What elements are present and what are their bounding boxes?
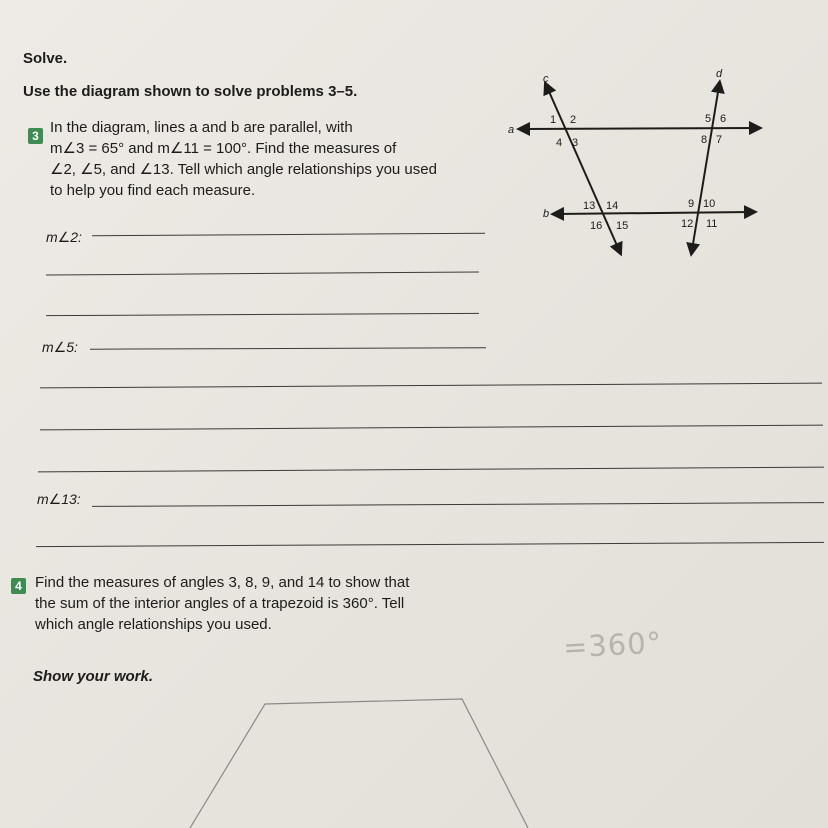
problem-4-line-2: the sum of the interior angles of a trapezoid is 360°. Tell [35, 595, 405, 612]
angle-label-4: 4 [556, 137, 563, 149]
line-label-a: a [508, 124, 515, 136]
angle-label-16: 16 [590, 220, 603, 232]
problem-4-number: 4 [11, 578, 26, 594]
angle-label-9: 9 [688, 198, 695, 210]
show-your-work-label: Show your work. [33, 668, 154, 685]
line-a [523, 128, 756, 129]
handwritten-note: =360° [562, 625, 663, 665]
instruction-heading: Use the diagram shown to solve problems 3–5. [23, 83, 358, 100]
problem-3-line-4: to help you find each measure. [50, 182, 256, 199]
line-label-b: b [543, 208, 550, 220]
problem-3-number: 3 [28, 128, 43, 144]
angle-label-2: 2 [570, 114, 577, 126]
angle-label-6: 6 [720, 113, 727, 125]
line-b [557, 212, 751, 214]
problem-3-line-2: m∠3 = 65° and m∠11 = 100°. Find the measures of [50, 140, 397, 157]
line-label-d: d [716, 68, 723, 80]
angle-label-3: 3 [572, 137, 579, 149]
problem-3-line-3: ∠2, ∠5, and ∠13. Tell which angle relationships you used [50, 161, 437, 178]
angle-label-12: 12 [681, 218, 694, 230]
problem-3-line-1: In the diagram, lines a and b are parallel, with [50, 119, 353, 136]
angle-label-13: 13 [583, 200, 596, 212]
line-label-c: c [543, 73, 549, 85]
answer-label-m2: m∠2: [46, 229, 82, 245]
solve-heading: Solve. [23, 50, 68, 67]
angle-label-15: 15 [616, 220, 629, 232]
angle-label-7: 7 [716, 134, 723, 146]
problem-4-line-3: which angle relationships you used. [35, 616, 272, 633]
angle-label-11: 11 [706, 218, 718, 230]
line-c [547, 87, 619, 250]
angle-label-10: 10 [703, 198, 716, 210]
angle-label-5: 5 [705, 113, 712, 125]
answer-label-m5: m∠5: [42, 339, 78, 355]
answer-label-m13: m∠13: [37, 491, 81, 507]
problem-4-line-1: Find the measures of angles 3, 8, 9, and 14 to show that [35, 574, 410, 591]
angle-label-14: 14 [606, 200, 619, 212]
angle-label-8: 8 [701, 134, 708, 146]
angle-label-1: 1 [550, 114, 557, 126]
